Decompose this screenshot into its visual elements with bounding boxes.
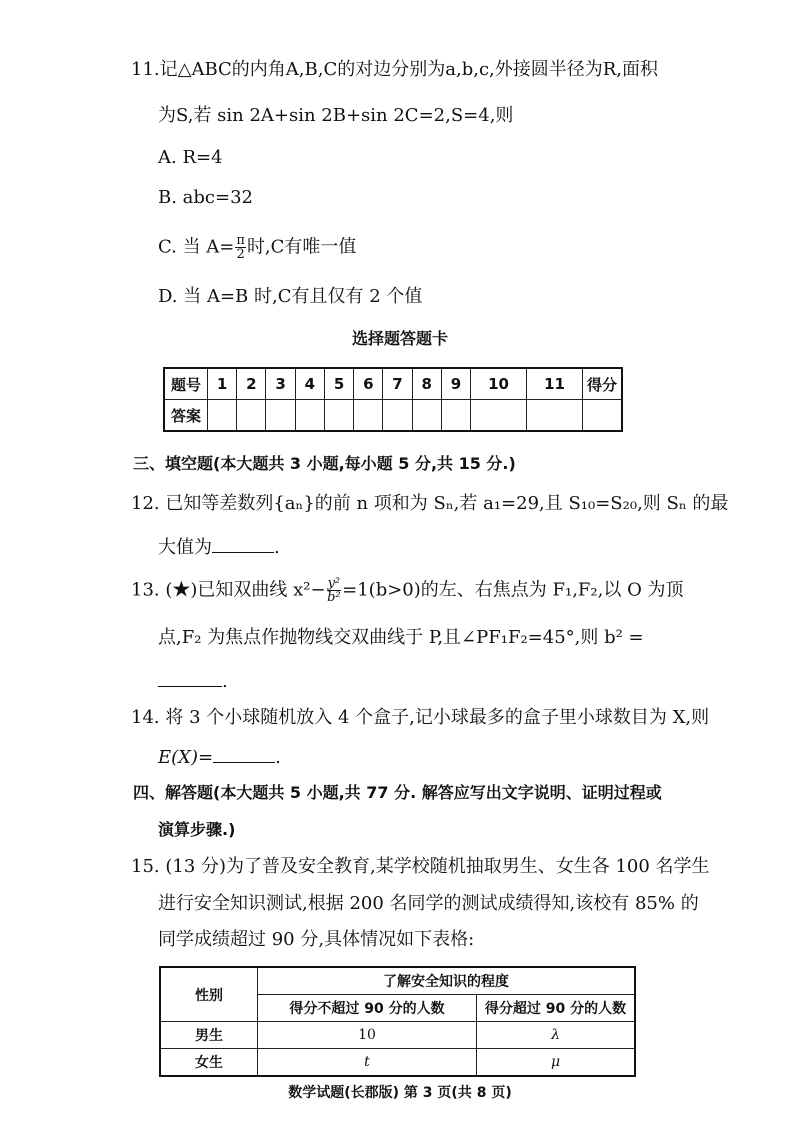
score-cell[interactable] — [583, 400, 623, 432]
q13-line1 — [131, 577, 684, 604]
answer-card-number: 5 — [324, 368, 353, 400]
q13-line1-prefix: 13. (★)已知双曲线 x²− — [131, 579, 326, 601]
q14-line2-prefix: E(X)= — [158, 747, 214, 768]
q13-answer-blank[interactable] — [158, 668, 222, 687]
fraction-denominator: 2 — [236, 247, 245, 262]
q11-line2: 为S,若 sin 2A+sin 2B+sin 2C=2,S=4,则 — [158, 105, 514, 126]
q15-line3: 同学成绩超过 90 分,具体情况如下表格: — [158, 929, 475, 950]
section4-heading-line2: 演算步骤.) — [158, 820, 236, 839]
q15-line2: 进行安全知识测试,根据 200 名同学的测试成绩得知,该校有 85% 的 — [158, 893, 699, 914]
answer-cell[interactable] — [354, 400, 383, 432]
answer-cell[interactable] — [208, 400, 237, 432]
q14-line2-suffix: . — [275, 747, 281, 768]
answer-cell[interactable] — [324, 400, 353, 432]
q11-option-d: D. 当 A=B 时,C有且仅有 2 个值 — [158, 286, 423, 307]
answer-card-number: 2 — [237, 368, 266, 400]
q12-line2-prefix: 大值为 — [158, 537, 212, 558]
q14-line2 — [158, 744, 281, 770]
q11-option-c — [158, 234, 356, 261]
row-label-female: 女生 — [160, 1049, 258, 1077]
answer-cell[interactable] — [441, 400, 470, 432]
q12-answer-blank[interactable] — [212, 534, 274, 553]
q13-line2: 点,F₂ 为焦点作抛物线交双曲线于 P,且∠PF₁F₂=45°,则 b² = — [158, 627, 644, 648]
answer-cell[interactable] — [527, 400, 583, 432]
col-not-over-90-header: 得分不超过 90 分的人数 — [258, 995, 477, 1022]
answer-card-answer-row — [164, 400, 622, 432]
q11-option-a: A. R=4 — [158, 147, 223, 168]
answer-cell[interactable] — [383, 400, 412, 432]
answer-card-number: 11 — [527, 368, 583, 400]
answer-card-table — [163, 367, 623, 432]
answer-cell[interactable] — [471, 400, 527, 432]
table-row — [160, 1049, 635, 1077]
answer-card-title: 选择题答题卡 — [351, 329, 448, 348]
page-footer: 数学试题(长郡版) 第 3 页(共 8 页) — [288, 1085, 512, 1101]
fraction-numerator: y² — [327, 576, 341, 591]
safety-knowledge-table — [159, 966, 636, 1077]
female-not-over-90: t — [258, 1049, 477, 1077]
answer-card-number: 6 — [354, 368, 383, 400]
row-label-male: 男生 — [160, 1022, 258, 1049]
section4-heading-line1: 四、解答题(本大题共 5 小题,共 77 分. 解答应写出文字说明、证明过程或 — [133, 783, 662, 802]
answer-card-number: 7 — [383, 368, 412, 400]
gender-header: 性别 — [160, 967, 258, 1022]
stats-header-row-1 — [160, 967, 635, 995]
q13-line3 — [158, 668, 228, 694]
answer-card-answer-label: 答案 — [164, 400, 208, 432]
q12-line2-suffix: . — [274, 537, 280, 558]
q11-option-c-suffix: 时,C有唯一值 — [246, 236, 357, 258]
answer-cell[interactable] — [266, 400, 295, 432]
answer-card-number: 1 — [208, 368, 237, 400]
q11-option-c-prefix: C. 当 A= — [158, 236, 235, 258]
answer-card-score-label: 得分 — [583, 368, 623, 400]
answer-cell[interactable] — [237, 400, 266, 432]
q11-line1: 11.记△ABC的内角A,B,C的对边分别为a,b,c,外接圆半径为R,面积 — [131, 59, 659, 80]
q14-line1: 14. 将 3 个小球随机放入 4 个盒子,记小球最多的盒子里小球数目为 X,则 — [131, 707, 710, 728]
answer-cell[interactable] — [412, 400, 441, 432]
pi-over-2-fraction — [235, 234, 246, 261]
q11-option-b: B. abc=32 — [158, 187, 253, 208]
q14-answer-blank[interactable] — [213, 744, 275, 763]
table-row — [160, 1022, 635, 1049]
q12-line2 — [158, 534, 280, 560]
answer-card-number: 4 — [295, 368, 324, 400]
answer-card-number-label: 题号 — [164, 368, 208, 400]
q13-line3-suffix: . — [222, 671, 228, 692]
answer-card-number: 8 — [412, 368, 441, 400]
q12-line1: 12. 已知等差数列{aₙ}的前 n 项和为 Sₙ,若 a₁=29,且 S₁₀=S₂₀,则 Sₙ 的最 — [131, 493, 729, 514]
knowledge-level-header: 了解安全知识的程度 — [258, 967, 636, 995]
y2-over-b2-fraction — [327, 577, 342, 604]
answer-card-number: 9 — [441, 368, 470, 400]
answer-card-number-row — [164, 368, 622, 400]
col-over-90-header: 得分超过 90 分的人数 — [477, 995, 636, 1022]
q13-line1-suffix: =1(b>0)的左、右焦点为 F₁,F₂,以 O 为顶 — [342, 579, 684, 601]
answer-cell[interactable] — [295, 400, 324, 432]
section3-heading: 三、填空题(本大题共 3 小题,每小题 5 分,共 15 分.) — [133, 454, 516, 473]
q15-line1: 15. (13 分)为了普及安全教育,某学校随机抽取男生、女生各 100 名学生 — [131, 856, 710, 877]
male-not-over-90: 10 — [258, 1022, 477, 1049]
male-over-90: λ — [477, 1022, 636, 1049]
answer-card-number: 10 — [471, 368, 527, 400]
fraction-numerator: π — [236, 233, 245, 248]
answer-card-number: 3 — [266, 368, 295, 400]
female-over-90: μ — [477, 1049, 636, 1077]
fraction-denominator: b² — [327, 590, 341, 605]
